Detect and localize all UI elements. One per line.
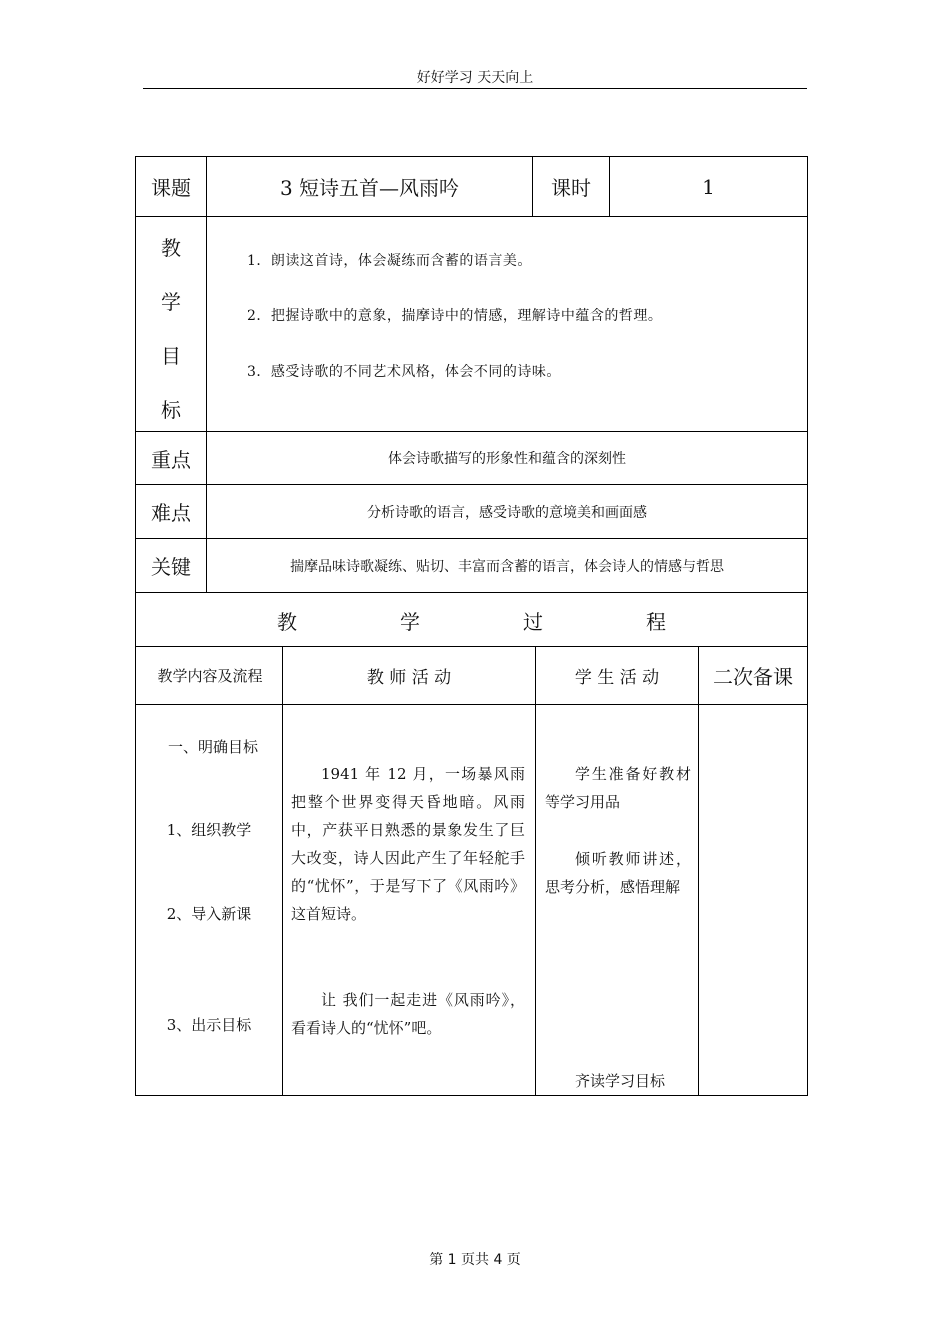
process-title-char: 过 (523, 610, 543, 634)
table-line (135, 216, 808, 217)
objectives-label-char: 标 (161, 398, 181, 422)
process-title-char: 学 (400, 610, 420, 634)
flow-item: 2、导入新课 (166, 905, 252, 923)
table-line (135, 592, 808, 593)
process-title-char: 教 (277, 610, 297, 634)
header-rule (143, 88, 807, 89)
difficulty-text: 分析诗歌的语言，感受诗歌的意境美和画面感 (367, 504, 647, 521)
objective-item: 2．把握诗歌中的意象，揣摩诗中的情感，理解诗中蕴含的哲理。 (247, 308, 663, 324)
table-line (535, 646, 536, 1095)
col-header-content: 教学内容及流程 (157, 666, 263, 685)
key-label: 关键 (151, 555, 191, 579)
objective-item: 1．朗读这首诗，体会凝练而含蓄的语言美。 (247, 253, 532, 269)
student-paragraph: 倾听教师讲述，思考分析，感悟理解 (545, 850, 691, 896)
flow-item: 一、明确目标 (167, 738, 258, 756)
col-header-student: 学 生 活 动 (574, 668, 660, 688)
table-border-bottom (135, 1095, 808, 1096)
process-title-char: 程 (646, 610, 666, 634)
teacher-paragraph: 1941 年 12 月，一场暴风雨把整个世界变得天昏地暗。风雨中，产获平日熟悉的景象发生了巨大改变，诗人因此产生了年轻舵手的“忧怀”，于是写下了《风雨吟》这首短诗。 (291, 765, 525, 923)
col-header-teacher: 教 师 活 动 (366, 668, 452, 688)
topic-label: 课题 (151, 176, 191, 200)
objectives-label-char: 目 (161, 344, 181, 368)
second-prep-cell (699, 705, 807, 1095)
student-paragraph: 齐读学习目标 (575, 1072, 666, 1090)
page-footer: 第 1 页共 4 页 (429, 1252, 521, 1268)
focus-text: 体会诗歌描写的形象性和蕴含的深刻性 (388, 451, 626, 467)
topic-value: 3 短诗五首—风雨吟 (279, 176, 460, 200)
student-paragraph: 学生准备好教材等学习用品 (545, 765, 691, 811)
hours-label: 课时 (551, 176, 591, 200)
table-border-right (807, 156, 808, 1095)
focus-label: 重点 (151, 447, 191, 472)
hours-value: 1 (702, 174, 715, 199)
col-header-second: 二次备课 (713, 665, 793, 689)
objectives-label-char: 教 (161, 236, 181, 260)
key-text: 揣摩品味诗歌凝练、贴切、丰富而含蓄的语言，体会诗人的情感与哲思 (290, 558, 724, 575)
objective-item: 3．感受诗歌的不同艺术风格，体会不同的诗味。 (247, 364, 561, 380)
page-header: 好好学习 天天向上 (416, 70, 534, 86)
table-line (282, 646, 283, 1095)
difficulty-label: 难点 (151, 501, 191, 525)
flow-item: 3、出示目标 (166, 1016, 252, 1034)
teacher-paragraph: 让 我们一起走进《风雨吟》，看看诗人的“忧怀”吧。 (291, 991, 525, 1037)
objectives-label-char: 学 (161, 290, 181, 314)
flow-item: 1、组织教学 (166, 821, 252, 839)
